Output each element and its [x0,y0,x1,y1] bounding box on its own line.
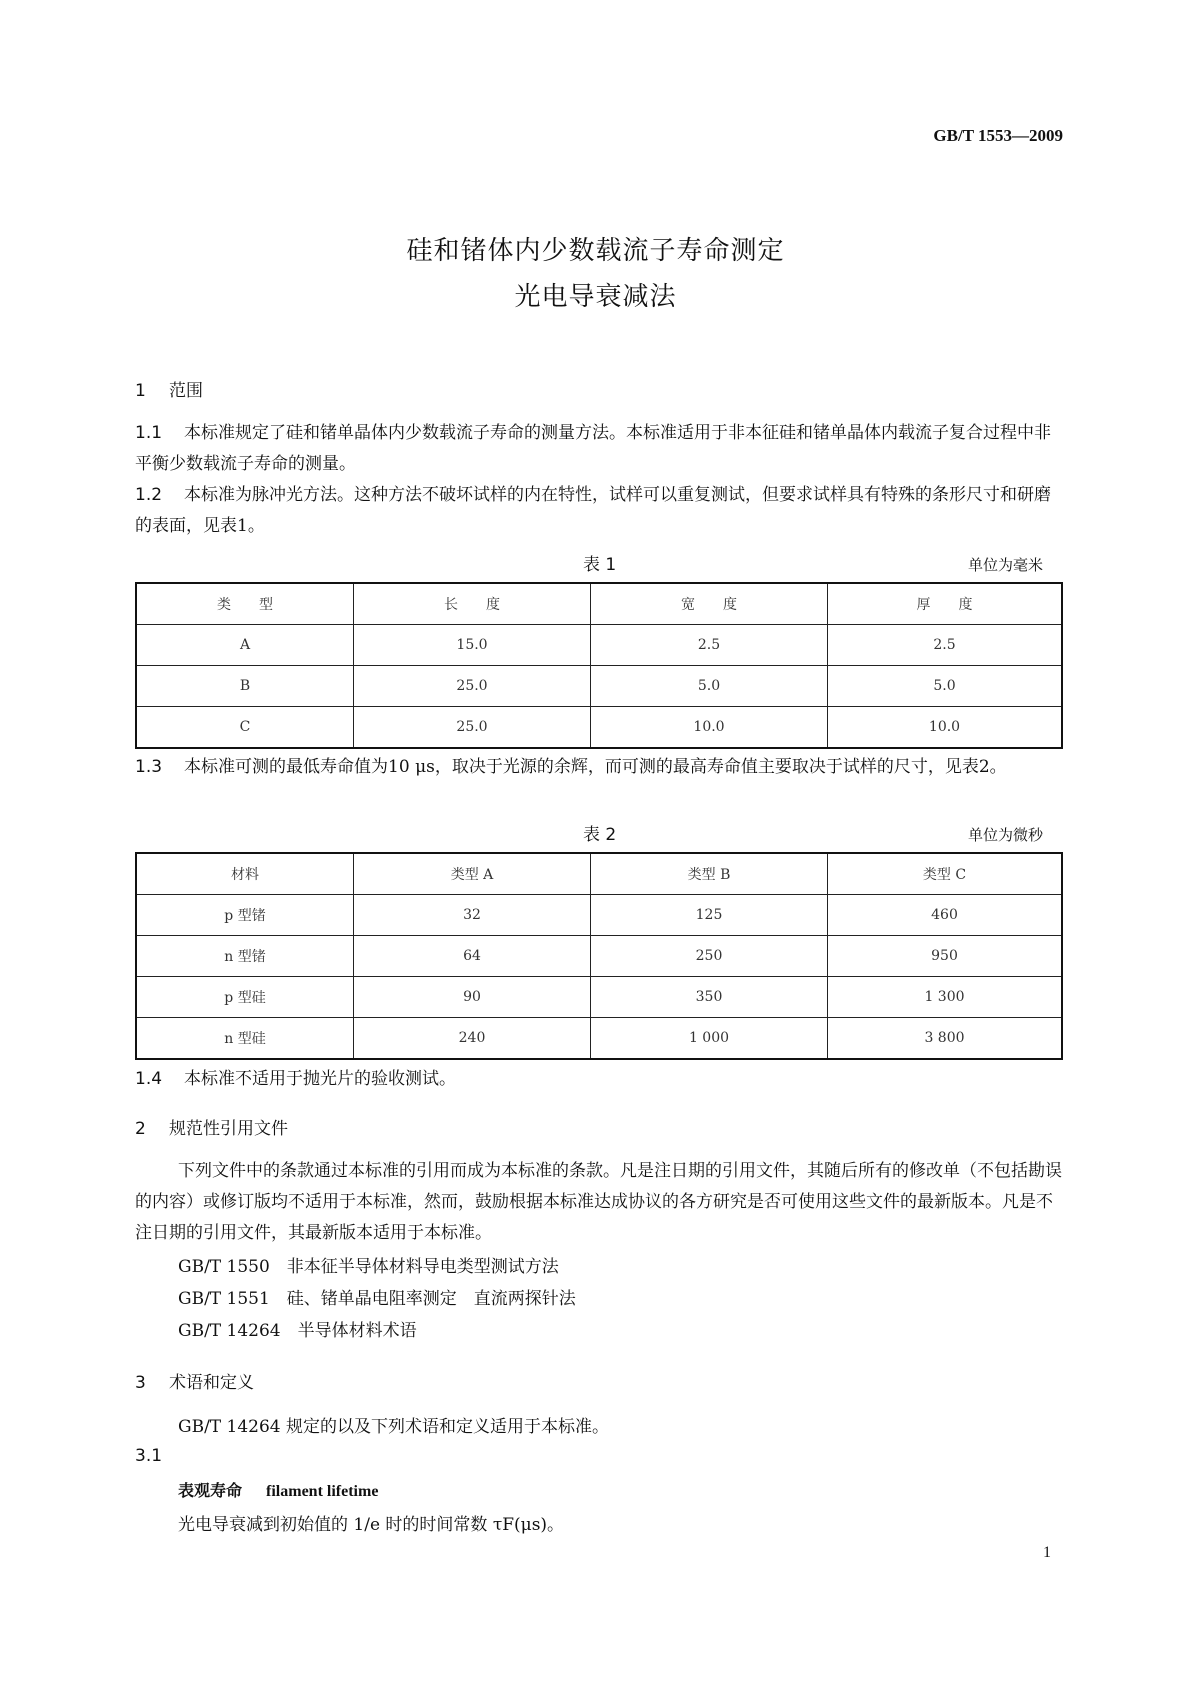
standard-code: GB/T 1553—2009 [933,126,1063,145]
document-title-line1: 硅和锗体内少数载流子寿命测定 [406,236,785,266]
table-cell: 5.0 [828,666,1063,707]
table-cell: 3 800 [828,1018,1063,1060]
table-cell: 64 [354,936,591,977]
table-cell: n 型硅 [136,1018,354,1060]
section-3-heading [135,1368,254,1393]
table-cell: 1 300 [828,977,1063,1018]
table-cell: 240 [354,1018,591,1060]
table-1 [135,582,1063,749]
table-header-cell: 类型 A [354,853,591,895]
table-row [136,895,1062,936]
table-cell: 32 [354,895,591,936]
clause-number: 1.1 [135,423,163,443]
table-1-caption: 表 1 [583,555,617,575]
table-header-row [136,853,1062,895]
clause-number: 1.4 [135,1069,163,1089]
table-cell: A [136,625,354,666]
clause-text: 本标准可测的最低寿命值为10 μs，取决于光源的余辉，而可测的最高寿命值主要取决于试样的尺寸，见表2。 [184,757,1007,777]
paragraph-1-3 [135,752,1063,783]
table-row [136,707,1062,749]
clause-text: 本标准为脉冲光方法。这种方法不破坏试样的内在特性，试样可以重复测试，但要求试样具有特殊的条形尺寸和研磨的表面，见表1。 [135,485,1052,536]
table-header-cell: 类型 B [591,853,828,895]
section-number: 2 [135,1119,146,1139]
table-cell: 1 000 [591,1018,828,1060]
table-cell: 2.5 [828,625,1063,666]
table-header-cell: 厚 度 [828,583,1063,625]
section-1-heading [135,376,203,401]
reference-item: GB/T 1551 硅、锗单晶电阻率测定 直流两探针法 [178,1289,576,1309]
table-cell: 25.0 [354,707,591,749]
table-header-row [136,583,1062,625]
table-2 [135,852,1063,1060]
table-2-unit: 单位为微秒 [967,826,1043,844]
table-cell: 950 [828,936,1063,977]
term-english: filament lifetime [266,1483,379,1500]
subclause-number: 3.1 [135,1446,163,1466]
table-cell: 10.0 [591,707,828,749]
table-row [136,625,1062,666]
table-row [136,977,1062,1018]
table-cell: n 型锗 [136,936,354,977]
page-number: 1 [1043,1544,1051,1561]
table-cell: 250 [591,936,828,977]
table-header-cell: 类 型 [136,583,354,625]
table-1-unit: 单位为毫米 [967,556,1043,574]
document-title-line2: 光电导衰减法 [514,282,677,312]
section-2-intro: 下列文件中的条款通过本标准的引用而成为本标准的条款。凡是注日期的引用文件，其随后所有的修改单（不包括勘误的内容）或修订版均不适用于本标准，然而，鼓励根据本标准达成协议的各方研究是否可使用这些文件的最新版本。凡是不注日期的引用文件，其最新版本适用于本标准。 [135,1161,1062,1243]
table-cell: B [136,666,354,707]
table-header-cell: 宽 度 [591,583,828,625]
table-row [136,666,1062,707]
table-row [136,936,1062,977]
term-heading [178,1478,378,1501]
table-cell: 2.5 [591,625,828,666]
table-row [136,1018,1062,1060]
table-header-cell: 长 度 [354,583,591,625]
section-title: 范围 [169,381,203,401]
table-cell: C [136,707,354,749]
paragraph-1-1 [135,418,1063,480]
table-cell: 5.0 [591,666,828,707]
paragraph-1-2 [135,480,1063,542]
table-header-cell: 材料 [136,853,354,895]
table-cell: 15.0 [354,625,591,666]
table-cell: 10.0 [828,707,1063,749]
term-chinese: 表观寿命 [178,1481,243,1500]
clause-number: 1.2 [135,485,163,505]
table-2-caption: 表 2 [583,825,617,845]
term-definition: 光电导衰减到初始值的 1/e 时的时间常数 τF(μs)。 [178,1515,565,1535]
clause-text: 本标准规定了硅和锗单晶体内少数载流子寿命的测量方法。本标准适用于非本征硅和锗单晶体内载流子复合过程中非平衡少数载流子寿命的测量。 [135,423,1052,474]
table-cell: 460 [828,895,1063,936]
table-header-cell: 类型 C [828,853,1063,895]
table-cell: p 型硅 [136,977,354,1018]
table-cell: 125 [591,895,828,936]
section-3-intro: GB/T 14264 规定的以及下列术语和定义适用于本标准。 [178,1417,610,1437]
clause-number: 1.3 [135,757,163,777]
clause-text: 本标准不适用于抛光片的验收测试。 [184,1069,457,1089]
paragraph-1-4 [135,1064,1063,1095]
table-cell: 25.0 [354,666,591,707]
section-2-heading [135,1114,288,1139]
section-number: 3 [135,1373,146,1393]
table-cell: p 型锗 [136,895,354,936]
section-title: 术语和定义 [169,1373,254,1393]
reference-item: GB/T 14264 半导体材料术语 [178,1321,417,1341]
table-cell: 90 [354,977,591,1018]
reference-item: GB/T 1550 非本征半导体材料导电类型测试方法 [178,1257,559,1277]
table-cell: 350 [591,977,828,1018]
section-number: 1 [135,381,146,401]
section-title: 规范性引用文件 [169,1119,288,1139]
